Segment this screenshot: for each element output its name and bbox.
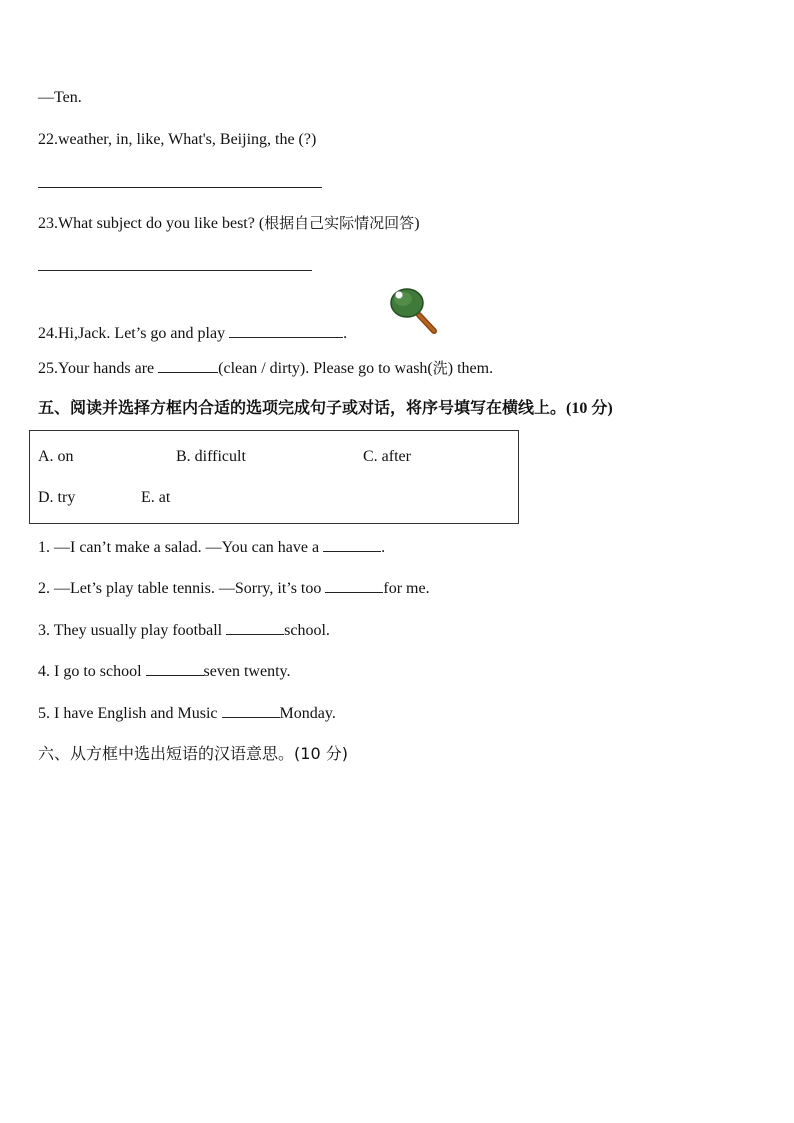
answer-blank-24[interactable] <box>229 323 343 338</box>
item-1-text: 1. —I can’t make a salad. —You can have a <box>38 539 324 556</box>
question-23-close: ) <box>414 215 420 232</box>
item-1-end: . <box>381 539 386 556</box>
answer-blank-25[interactable] <box>158 358 218 373</box>
section-5-item-1 <box>38 537 385 558</box>
option-e: E. at <box>141 489 171 506</box>
item-3-end: school. <box>284 622 330 639</box>
item-2-blank[interactable] <box>325 578 383 593</box>
question-23 <box>38 213 420 234</box>
item-4-blank[interactable] <box>146 661 204 676</box>
question-24-end: . <box>343 325 348 342</box>
question-24-text: 24.Hi,Jack. Let’s go and play <box>38 325 230 342</box>
answer-ten: —Ten. <box>38 89 82 106</box>
option-d: D. try <box>38 489 76 506</box>
section-5-title-text: 五、阅读并选择方框内合适的选项完成句子或对话，将序号填写在横线上。 <box>38 398 567 417</box>
answer-line-23[interactable] <box>38 270 312 271</box>
question-25 <box>38 358 493 379</box>
option-b: B. difficult <box>176 448 246 465</box>
item-2-text: 2. —Let’s play table tennis. —Sorry, it’s too <box>38 580 326 597</box>
answer-line-22[interactable] <box>38 187 322 188</box>
section-5-title <box>38 398 613 419</box>
item-5-end: Monday. <box>279 705 336 722</box>
question-25-cn: 洗 <box>432 359 448 377</box>
section-6-title <box>38 744 348 764</box>
option-a: A. on <box>38 448 74 465</box>
item-5-text: 5. I have English and Music <box>38 705 222 722</box>
item-1-blank[interactable] <box>323 537 381 552</box>
question-22: 22.weather, in, like, What's, Beijing, the (?) <box>38 131 317 148</box>
table-tennis-paddle-icon <box>389 287 441 335</box>
section-5-item-5 <box>38 703 336 724</box>
section-5-item-3 <box>38 620 330 641</box>
item-4-end: seven twenty. <box>203 663 291 680</box>
item-2-end: for me. <box>383 580 430 597</box>
question-25-end: ) them. <box>447 360 494 377</box>
item-4-text: 4. I go to school <box>38 663 146 680</box>
item-5-blank[interactable] <box>222 703 280 718</box>
section-5-score: (10 分) <box>566 400 613 417</box>
question-23-text: 23.What subject do you like best? ( <box>38 215 265 232</box>
option-c: C. after <box>363 448 411 465</box>
question-25-mid: (clean / dirty). Please go to wash( <box>218 360 433 377</box>
item-3-blank[interactable] <box>226 620 284 635</box>
item-3-text: 3. They usually play football <box>38 622 227 639</box>
question-25-text: 25.Your hands are <box>38 360 159 377</box>
question-23-hint: 根据自己实际情况回答 <box>264 214 415 232</box>
section-6-title-text: 六、从方框中选出短语的汉语意思。 <box>38 744 295 763</box>
question-24 <box>38 323 347 344</box>
section-6-score: (10 分) <box>294 744 348 763</box>
options-box <box>29 430 519 524</box>
section-5-item-2 <box>38 578 430 599</box>
section-5-item-4 <box>38 661 290 682</box>
